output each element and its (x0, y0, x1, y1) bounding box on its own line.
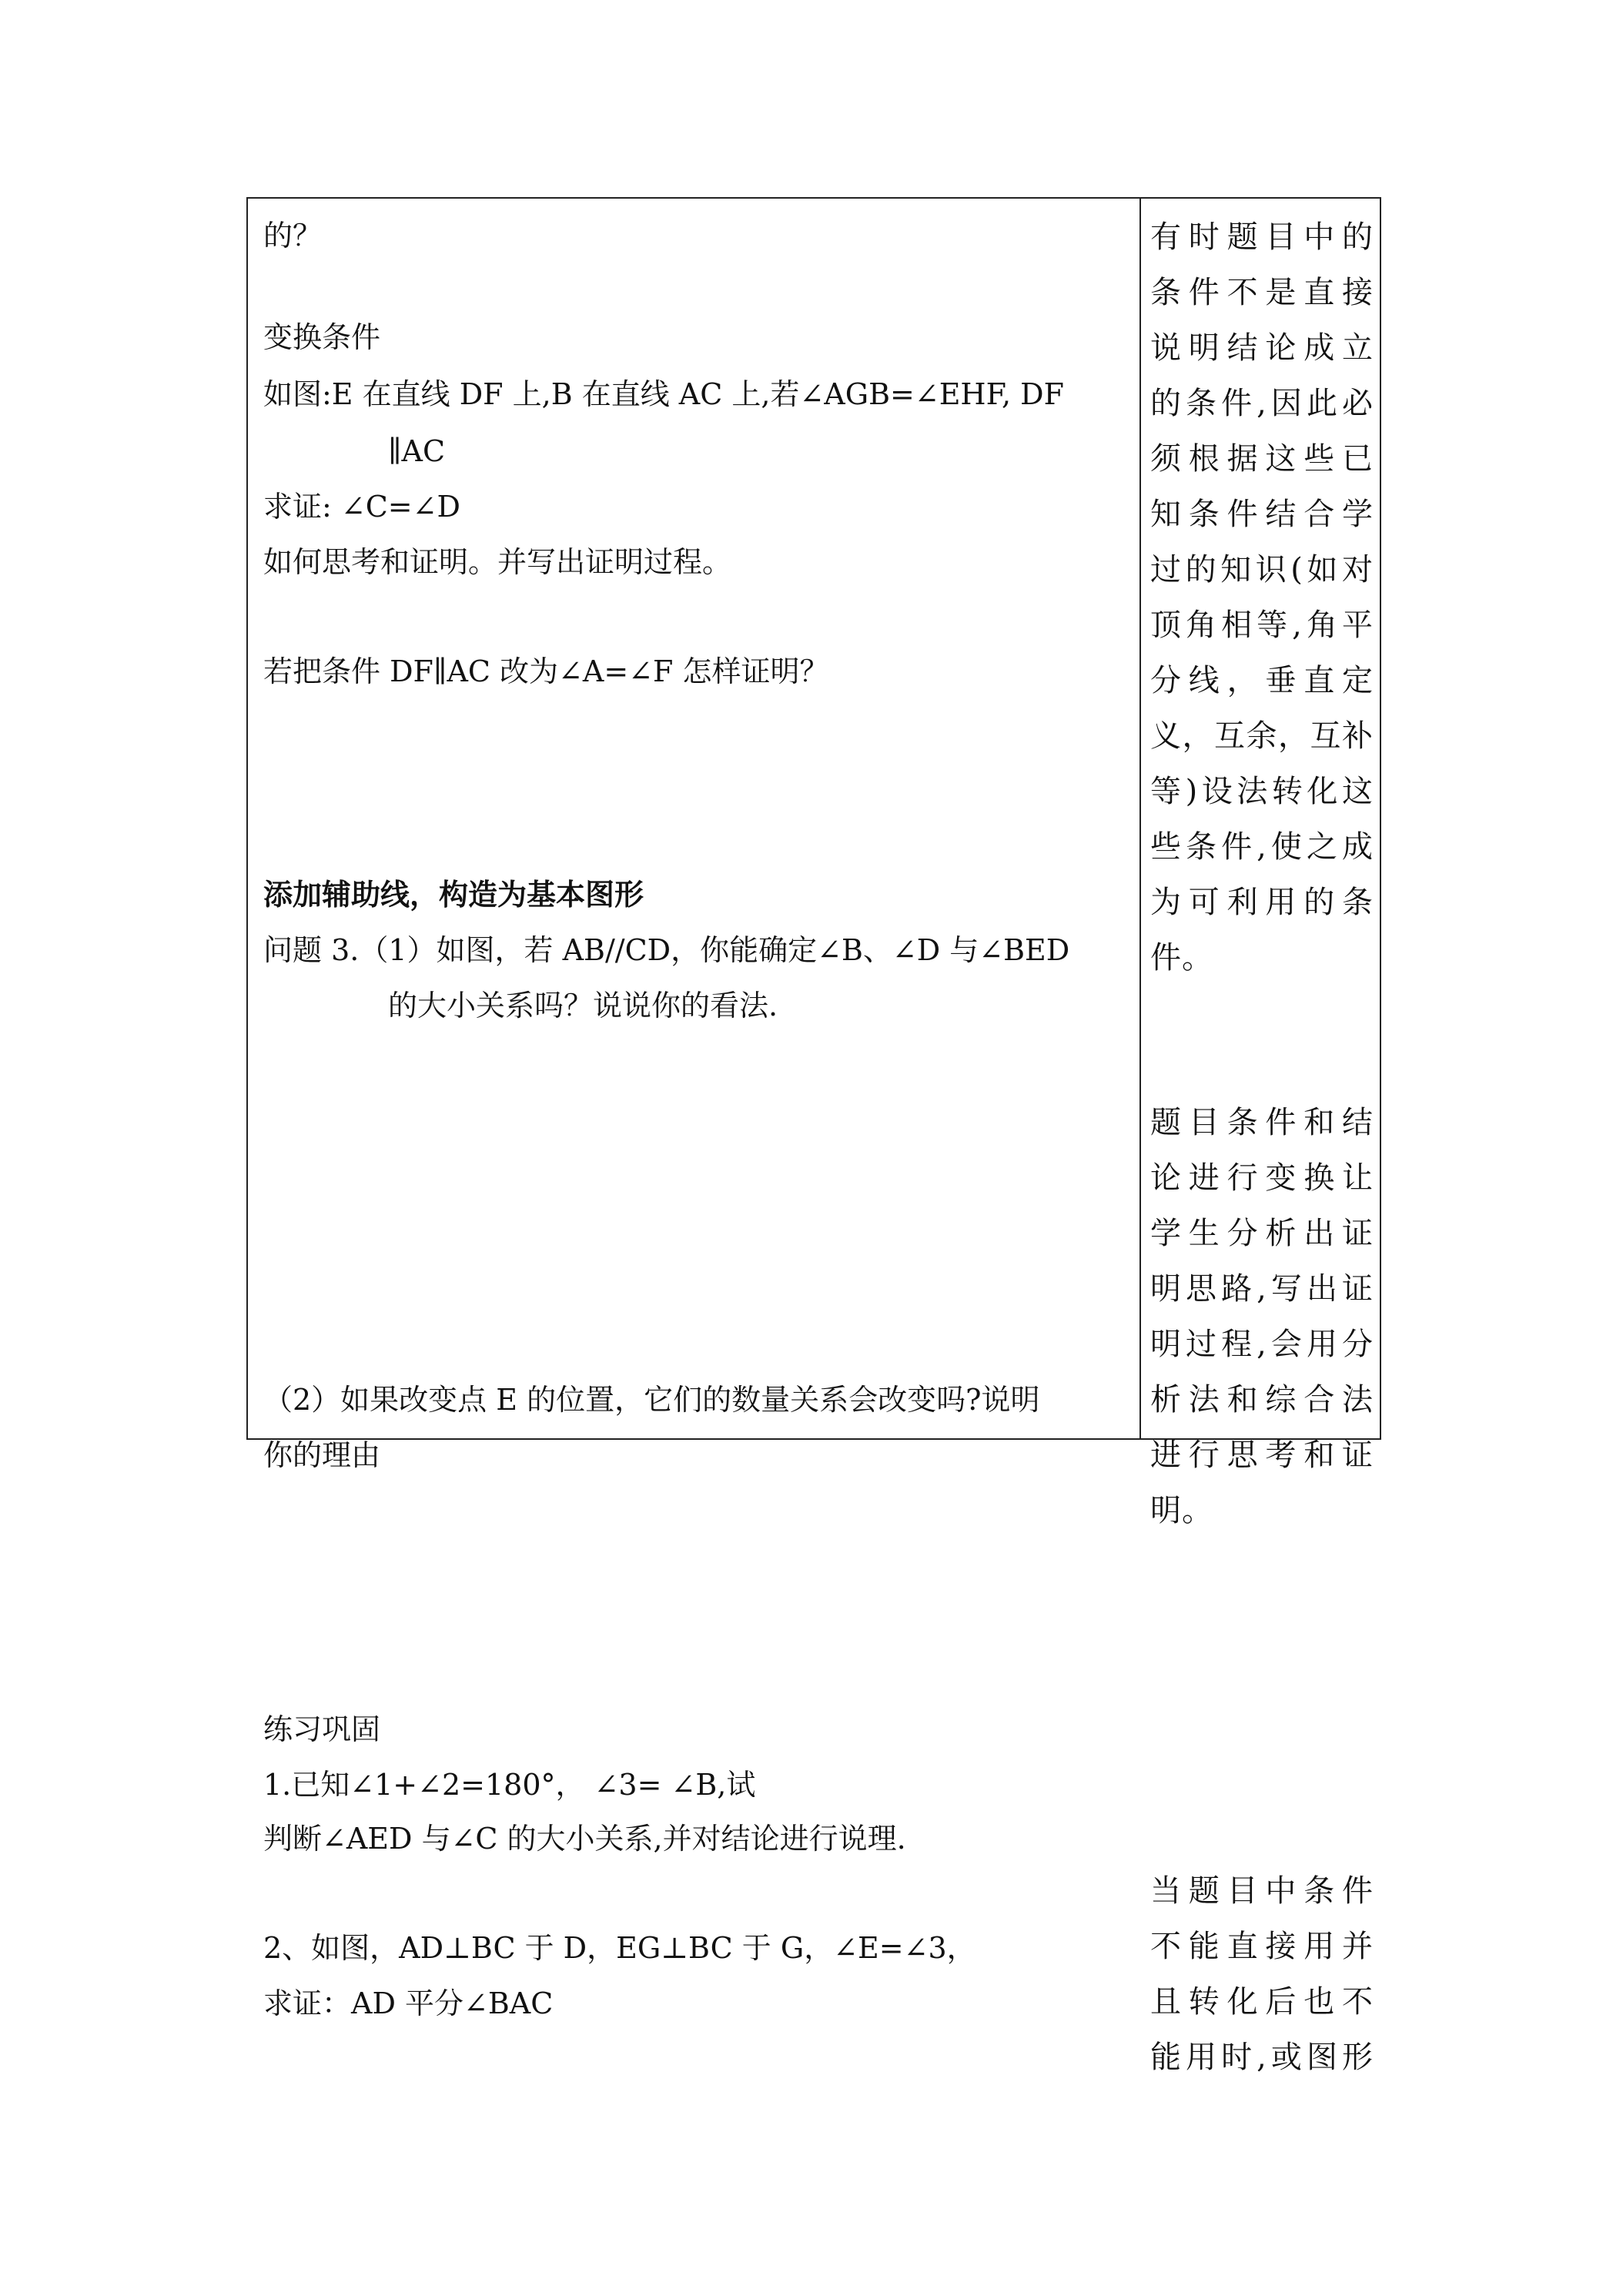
note-line: 须根据这些已 (1150, 441, 1374, 477)
note-line: 条件不是直接 (1150, 275, 1374, 310)
teaching-note (1150, 209, 1374, 986)
section-heading: 添加辅助线，构造为基本图形 (263, 877, 644, 912)
note-line: 进行思考和证 (1150, 1438, 1374, 1473)
teaching-note (1150, 1863, 1374, 2085)
note-line: 有时题目中的 (1150, 219, 1374, 255)
note-line: 明过程,会用分 (1150, 1327, 1374, 1362)
note-line: 为可利用的条 (1150, 885, 1374, 920)
problem-text: 如图:E 在直线 DF 上,B 在直线 AC 上,若∠AGB=∠EHF, DF (263, 377, 1065, 411)
note-line: 能用时,或图形 (1150, 2040, 1374, 2075)
section-heading: 练习巩固 (263, 1712, 381, 1746)
note-line: 过的知识(如对 (1150, 552, 1374, 587)
note-line: 义，互余，互补 (1150, 718, 1374, 754)
exercise-text: 求证：AD 平分∠BAC (263, 1986, 554, 2020)
question-text: （2）如果改变点 E 的位置，它们的数量关系会改变吗?说明 (263, 1383, 1040, 1417)
text-line: 的？ (263, 219, 323, 253)
section-heading: 变换条件 (263, 320, 381, 354)
left-cell (263, 199, 1126, 2020)
note-line: 明。 (1150, 1493, 1213, 1528)
note-line: 当题目中条件 (1150, 1873, 1374, 1909)
note-line: 题目条件和结 (1150, 1105, 1374, 1140)
note-line: 件。 (1150, 940, 1213, 976)
note-line: 顶角相等,角平 (1150, 607, 1374, 643)
column-divider (1139, 199, 1141, 1438)
exercise-text: 判断∠AED 与∠C 的大小关系,并对结论进行说理. (263, 1822, 906, 1856)
note-line: 等)设法转化这 (1150, 774, 1374, 809)
question-text: 若把条件 DF∥AC 改为∠A=∠F 怎样证明？ (263, 654, 829, 688)
question-text: 问题 3.（1）如图，若 AB//CD，你能确定∠B、∠D 与∠BED (263, 933, 1070, 967)
note-line: 明思路,写出证 (1150, 1271, 1374, 1307)
exercise-text: 1.已知∠1+∠2=180°， ∠3= ∠B,试 (263, 1768, 756, 1802)
note-line: 说明结论成立 (1150, 330, 1374, 366)
note-line: 学生分析出证 (1150, 1216, 1374, 1251)
problem-text: ∥AC (388, 434, 446, 468)
proof-goal: 求证: ∠C=∠D (263, 490, 460, 524)
content-table (246, 197, 1381, 2075)
note-line: 分线，垂直定 (1150, 663, 1374, 698)
note-line: 析法和综合法 (1150, 1382, 1374, 1417)
right-cell (1150, 199, 1374, 2075)
teaching-note (1150, 1095, 1374, 1538)
question-text: 你的理由 (263, 1438, 381, 1472)
exercise-text: 2、如图，AD⊥BC 于 D，EG⊥BC 于 G，∠E=∠3， (263, 1931, 976, 1965)
instruction-text: 如何思考和证明。并写出证明过程。 (263, 545, 732, 579)
note-line: 的条件,因此必 (1150, 386, 1374, 421)
note-line: 且转化后也不 (1150, 1984, 1374, 2020)
note-line: 知条件结合学 (1150, 497, 1374, 532)
question-text: 的大小关系吗？说说你的看法. (388, 989, 778, 1022)
note-line: 些条件,使之成 (1150, 829, 1374, 865)
note-line: 不能直接用并 (1150, 1929, 1374, 1964)
note-line: 论进行变换让 (1150, 1160, 1374, 1196)
